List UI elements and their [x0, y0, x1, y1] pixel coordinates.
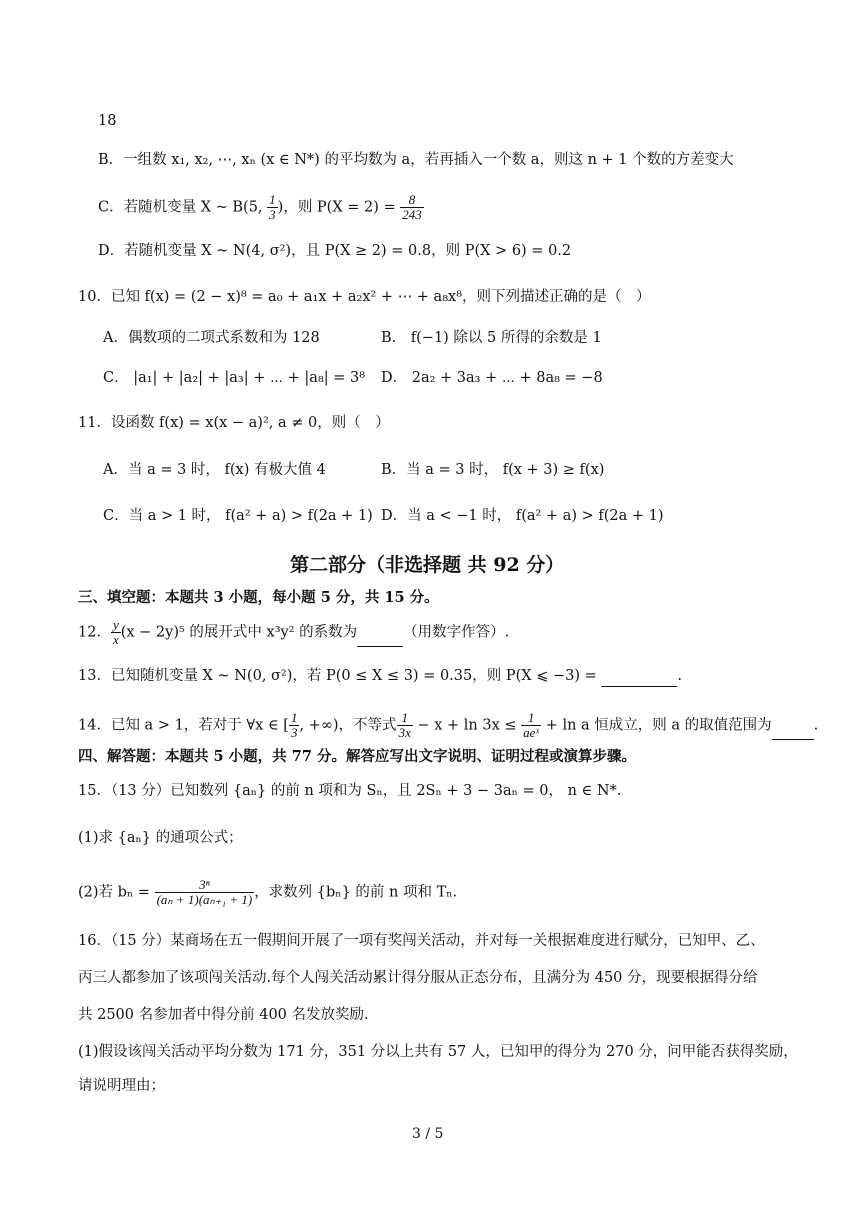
question-text: − x + ln 3x ≤	[412, 717, 522, 734]
question-13: 13．已知随机变量 X ~ N(0, σ²)，若 P(0 ≤ X ≤ 3) = 0.35，则 P(X ⩽ −3) = .	[78, 665, 682, 687]
page-number: 3 / 5	[412, 1126, 444, 1142]
question-text: (2)若 bₙ =	[78, 884, 155, 901]
question-16-line-2: 丙三人都参加了该项闯关活动.每个人闯关活动累计得分服从正态分布，且满分为 450 分，现要根据得分给	[78, 970, 758, 986]
question-12	[78, 618, 509, 647]
question-text: , +∞)，不等式	[299, 717, 397, 734]
continuation-text: 18	[98, 113, 117, 129]
question-text: (x − 2y)⁵ 的展开式中 x³y² 的系数为	[120, 624, 358, 641]
question-10-option-c: C． |a₁| + |a₂| + |a₃| + ⋯ + |a₈| = 3⁸	[103, 370, 366, 386]
fraction	[521, 711, 541, 740]
question-14: 14．已知 a > 1，若对于 ∀x ∈ [ $\frac{1}{3}$ , +∞)，不等式 $\frac{1}{3x}$ − x + ln 3x ≤ $\frac{1}{\text{aeˣ}}$ + ln a 恒成立，则 a 的取值范围为 .	[78, 710, 819, 740]
fraction	[111, 618, 121, 647]
question-text: 14．已知 a > 1，若对于 ∀x ∈ [	[78, 717, 289, 734]
denominator: (aₙ + 1)(aₙ₊₁ + 1)	[156, 892, 253, 907]
question-10-option-d: D． 2a₂ + 3a₃ + ⋯ + 8a₈ = −8	[381, 370, 603, 386]
question-text: （用数字作答）.	[403, 624, 510, 641]
numerator: 1	[521, 711, 541, 726]
question-16-part-1-line-2: 请说明理由；	[78, 1078, 165, 1094]
part-two-heading: 第二部分（非选择题 共 92 分）	[290, 554, 565, 576]
question-16-part-1-line-1: (1)假设该闯关活动平均分数为 171 分，351 分以上共有 57 人，已知甲的得分为 270 分，问甲能否获得奖励，	[78, 1044, 798, 1060]
answer-blank	[357, 630, 403, 647]
question-number: 12．	[78, 624, 111, 641]
question-11-option-d: D．当 a < −1 时， f(a² + a) > f(2a + 1)	[381, 508, 664, 524]
question-text: 13．已知随机变量 X ~ N(0, σ²)，若 P(0 ≤ X ≤ 3) = 0.35，则 P(X ⩽ −3) =	[78, 668, 602, 684]
denominator: aeˣ	[523, 725, 540, 740]
question-16-line-3: 共 2500 名参加者中得分前 400 名发放奖励.	[78, 1007, 369, 1023]
fraction	[267, 193, 278, 222]
question-10-stem: 10．已知 f(x) = (2 − x)⁸ = a₀ + a₁x + a₂x² + ⋯ + a₈x⁸，则下列描述正确的是（ ）	[78, 289, 651, 305]
numerator: 1	[269, 192, 276, 207]
question-11-option-c: C．当 a > 1 时， f(a² + a) > f(2a + 1)	[103, 508, 373, 524]
numerator: 1	[397, 711, 413, 726]
question-16-line-1: 16．（15 分）某商场在五一假期间开展了一项有奖闯关活动，并对每一关根据难度进行赋分，已知甲、乙、	[78, 933, 765, 949]
numerator: y	[112, 617, 119, 632]
numerator: 3ⁿ	[155, 878, 255, 893]
question-11-option-b: B．当 a = 3 时， f(x + 3) ≥ f(x)	[381, 462, 605, 478]
question-11-option-a: A．当 a = 3 时， f(x) 有极大值 4	[103, 462, 326, 478]
question-10-option-b: B． f(−1) 除以 5 所得的余数是 1	[381, 330, 602, 346]
fraction	[155, 878, 255, 907]
denominator: 3x	[398, 725, 411, 740]
numerator: 1	[290, 710, 298, 725]
section-three-heading: 三、填空题：本题共 3 小题，每小题 5 分，共 15 分。	[78, 589, 439, 606]
question-9-option-d: D．若随机变量 X ~ N(4, σ²)，且 P(X ≥ 2) = 0.8，则 P(X > 6) = 0.2	[98, 243, 572, 259]
question-10-option-a: A．偶数项的二项式系数和为 128	[103, 330, 320, 346]
question-11-stem: 11．设函数 f(x) = x(x − a)², a ≠ 0，则（ ）	[78, 415, 390, 431]
question-text: ，求数列 {bₙ} 的前 n 项和 Tₙ.	[254, 884, 458, 901]
question-15-stem: 15．（13 分）已知数列 {aₙ} 的前 n 项和为 Sₙ，且 2Sₙ + 3 − 3aₙ = 0， n ∈ N*.	[78, 783, 622, 799]
denominator: 3	[290, 725, 298, 740]
numerator: 8	[400, 193, 424, 208]
question-9-option-c	[98, 193, 424, 222]
option-text: C．若随机变量 X ~ B(5,	[98, 199, 268, 216]
answer-blank	[601, 670, 677, 687]
answer-blank	[772, 723, 814, 740]
denominator: 243	[402, 207, 422, 222]
fraction	[289, 711, 300, 740]
fraction	[397, 711, 413, 740]
question-9-option-b: B．一组数 x₁, x₂, ⋯, xₙ (x ∈ N*) 的平均数为 a，若再插入一个数 a，则这 n + 1 个数的方差变大	[98, 152, 734, 168]
question-15-part-2	[78, 878, 457, 907]
question-text: + ln a 恒成立，则 a 的取值范围为	[541, 717, 772, 734]
denominator: x	[112, 632, 119, 647]
option-text: )，则 P(X = 2) =	[277, 199, 401, 216]
denominator: 3	[269, 207, 276, 222]
question-15-part-1: (1)求 {aₙ} 的通项公式；	[78, 830, 243, 846]
fraction	[400, 193, 424, 222]
section-four-heading: 四、解答题：本题共 5 小题，共 77 分。解答应写出文字说明、证明过程或演算步骤。	[78, 748, 636, 765]
